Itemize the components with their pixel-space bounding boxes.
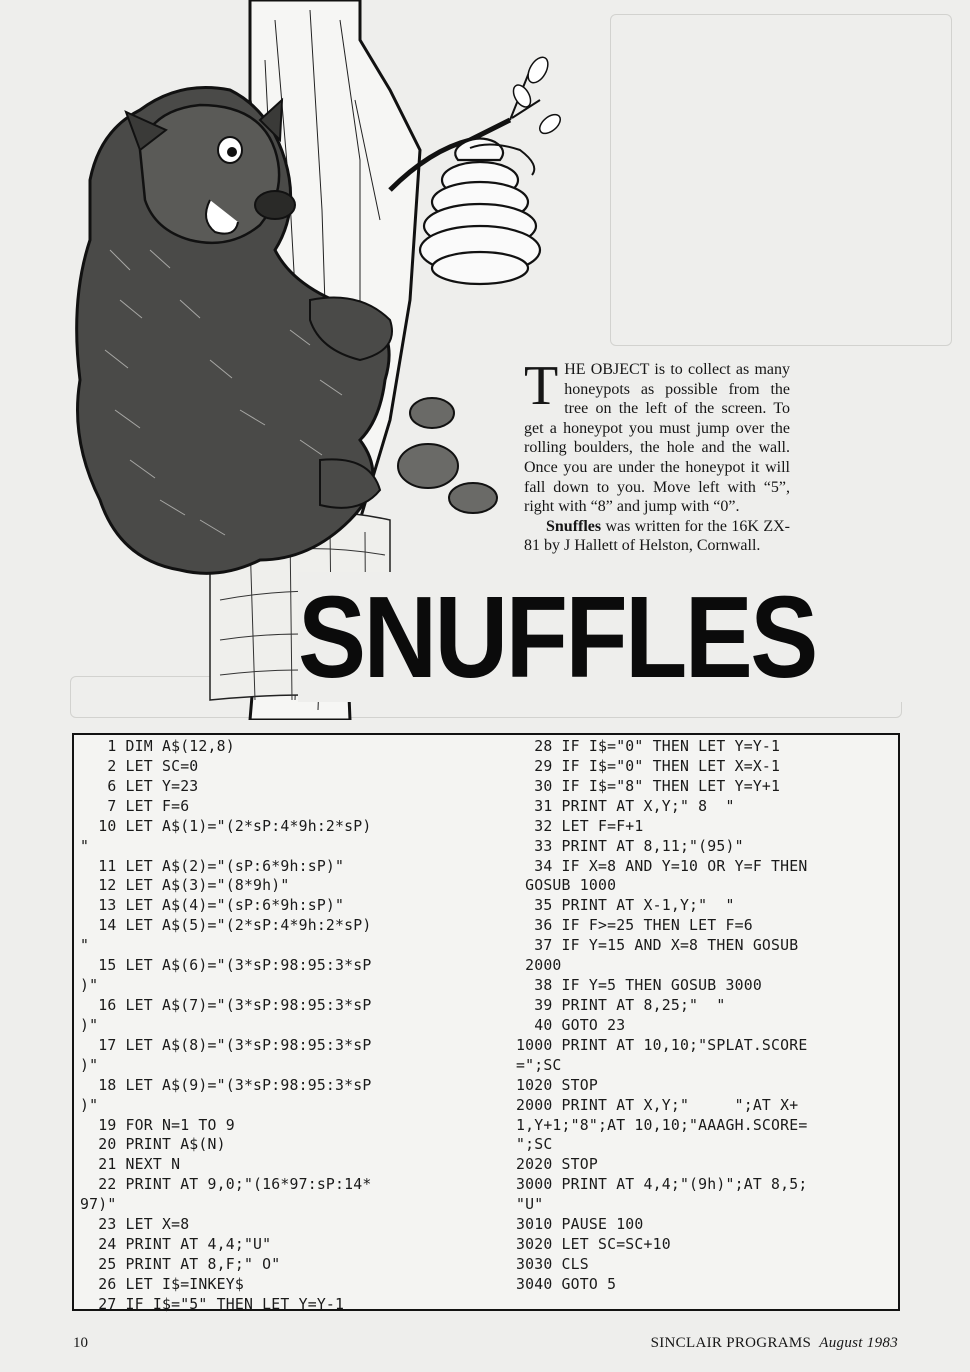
code-line: 35 PRINT AT X-1,Y;" " [516,897,735,915]
code-line: 14 LET A$(5)="(2*sP:4*9h:2*sP) [80,917,372,935]
code-line: 38 IF Y=5 THEN GOSUB 3000 [516,977,762,995]
code-line: 25 PRINT AT 8,F;" O" [80,1255,281,1273]
code-line: 16 LET A$(7)="(3*sP:98:95:3*sP [80,996,372,1014]
page-title: SNUFFLES [298,572,816,702]
drop-cap: T [524,355,559,417]
code-line: 11 LET A$(2)="(sP:6*9h:sP)" [80,857,345,875]
code-line: 3000 PRINT AT 4,4;"(9h)";AT 8,5; [516,1176,808,1194]
intro-paragraph-2-text: was written for the 16K ZX-81 by J Hallett of Helston, Cornwall. [524,517,790,555]
code-line: 23 LET X=8 [80,1216,190,1234]
code-line: 26 LET I$=INKEY$ [80,1275,244,1293]
code-line: 36 IF F>=25 THEN LET F=6 [516,917,753,935]
code-line: 37 IF Y=15 AND X=8 THEN GOSUB [516,937,799,955]
code-line: )" [80,1016,99,1034]
code-line: 39 PRINT AT 8,25;" " [516,996,726,1014]
code-line: 1020 STOP [516,1076,598,1094]
code-line: " [80,837,90,855]
magazine-footer [651,1335,898,1352]
code-line: 2000 PRINT AT X,Y;" ";AT X+ [516,1096,799,1114]
code-line: 40 GOTO 23 [516,1016,626,1034]
code-line: 29 IF I$="0" THEN LET X=X-1 [516,757,781,775]
code-line: 28 IF I$="0" THEN LET Y=Y-1 [516,738,781,755]
code-line: )" [80,977,99,995]
intro-paragraph-2 [524,517,790,556]
page-number: 10 [73,1335,88,1351]
listing-column-right [516,737,807,1295]
code-line: )" [80,1056,99,1074]
code-line: "U" [516,1196,544,1214]
code-line: 12 LET A$(3)="(8*9h)" [80,877,290,895]
code-line: 18 LET A$(9)="(3*sP:98:95:3*sP [80,1076,372,1094]
code-line: 1000 PRINT AT 10,10;"SPLAT.SCORE [516,1036,808,1054]
listing-column-left [80,737,371,1315]
code-line: 7 LET F=6 [80,797,190,815]
code-line: 3040 GOTO 5 [516,1275,617,1293]
code-line: 24 PRINT AT 4,4;"U" [80,1236,272,1254]
code-line: ";SC [516,1136,553,1154]
code-line: 1,Y+1;"8";AT 10,10;"AAAGH.SCORE= [516,1116,808,1134]
code-line: 21 NEXT N [80,1156,181,1174]
program-name: Snuffles [546,517,602,535]
code-line: 20 PRINT A$(N) [80,1136,226,1154]
intro-paragraph-1 [524,355,790,517]
code-line: 2 LET SC=0 [80,757,199,775]
code-line: 1 DIM A$(12,8) [80,738,235,755]
magazine-name: SINCLAIR PROGRAMS [650,1335,812,1351]
code-line: 31 PRINT AT X,Y;" 8 " [516,797,735,815]
code-line: 3020 LET SC=SC+10 [516,1236,671,1254]
code-line: 13 LET A$(4)="(sP:6*9h:sP)" [80,897,345,915]
code-line: 19 FOR N=1 TO 9 [80,1116,235,1134]
code-line: 3010 PAUSE 100 [516,1216,644,1234]
code-line: GOSUB 1000 [516,877,617,895]
code-line: )" [80,1096,99,1114]
code-line: 15 LET A$(6)="(3*sP:98:95:3*sP [80,957,372,975]
show-through-ghost [610,14,952,346]
issue-date: August 1983 [819,1335,898,1351]
code-line: =";SC [516,1056,562,1074]
code-line: 30 IF I$="8" THEN LET Y=Y+1 [516,777,781,795]
title-block [298,572,904,702]
code-line: 32 LET F=F+1 [516,817,644,835]
code-line: 2020 STOP [516,1156,598,1174]
intro-paragraph-1-text: HE OBJECT is to collect as many honeypots as possible from the tree on the left of the screen. To get a honeypot you must jump over the rolling boulders, the hole and the wall. Once you are under the honeypot it will fall down to you. Move left with “5”, right with “8” and jump with “0”. [524,361,790,516]
code-line: 2000 [516,957,562,975]
code-line: 22 PRINT AT 9,0;"(16*97:sP:14* [80,1176,372,1194]
code-line: 3030 CLS [516,1255,589,1273]
code-line: " [80,937,90,955]
program-listing [72,733,900,1311]
code-line: 17 LET A$(8)="(3*sP:98:95:3*sP [80,1036,372,1054]
code-line: 34 IF X=8 AND Y=10 OR Y=F THEN [516,857,808,875]
intro-text [524,355,790,556]
code-line: 27 IF I$="5" THEN LET Y=Y-1 [80,1295,345,1313]
code-line: 33 PRINT AT 8,11;"(95)" [516,837,744,855]
code-line: 10 LET A$(1)="(2*sP:4*9h:2*sP) [80,817,372,835]
code-line: 6 LET Y=23 [80,777,199,795]
code-line: 97)" [80,1196,117,1214]
